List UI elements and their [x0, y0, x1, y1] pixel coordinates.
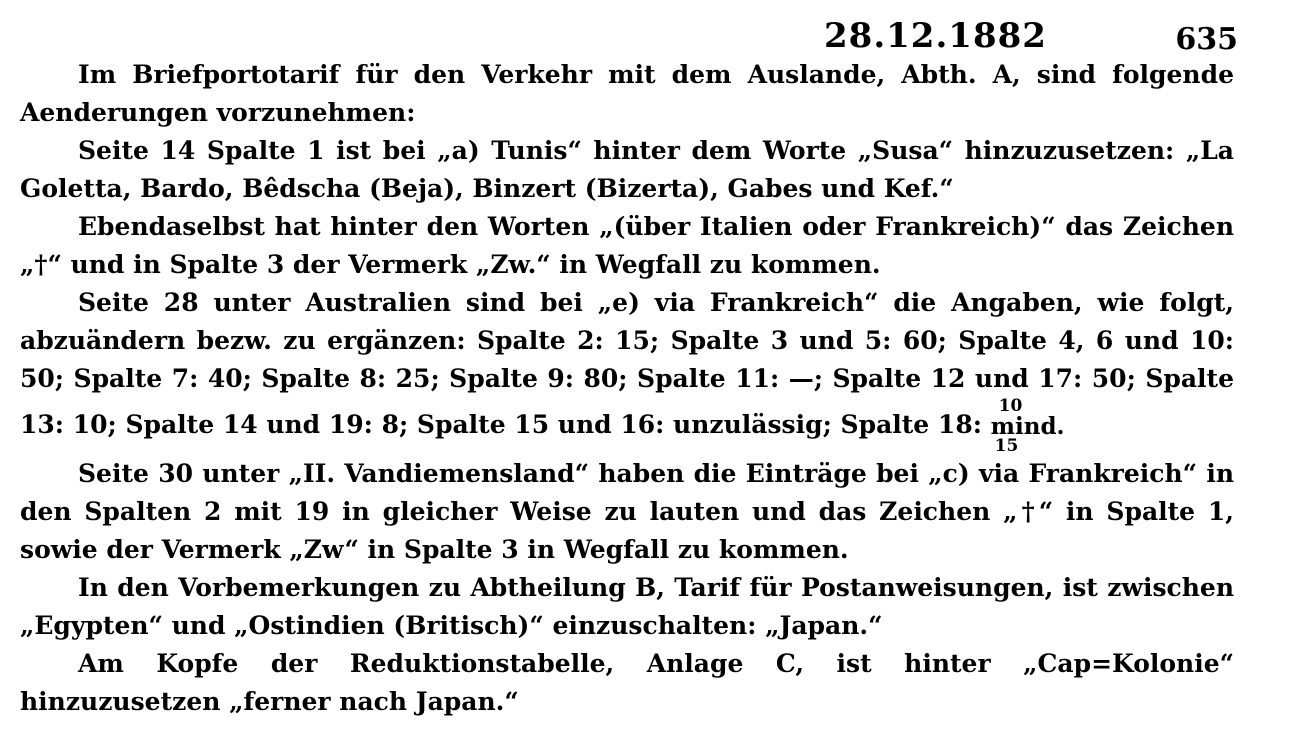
paragraph-seite28-text: Seite 28 unter Australien sind bei „e) via Frankreich“ die Angaben, wie folgt, abzuändern bezw. zu ergänzen: Spalte 2: 15; Spalte 3 und 5: 60; Spalte 4, 6 und 10: 50; Spalte 7: 40; Spalte 8: 25; Spalte 9: 80; Spalte 11: —; Spalte 12 und 17: 50; Spalte 13: 10; Spalte 14 und 19: 8; Spalte 15 und 16: unzulässig; Spalte 18: [20, 288, 1234, 439]
document-body [20, 56, 1234, 721]
paragraph-ebendaselbst: Ebendaselbst hat hinter den Worten „(über Italien oder Frankreich)“ das Zeichen „†“ und in Spalte 3 der Vermerk „Zw.“ in Wegfall zu kommen. [20, 212, 1234, 279]
document-date: 28.12.1882 [824, 16, 1047, 56]
page-number: 635 [1175, 22, 1238, 57]
paragraph-intro: Im Briefportotarif für den Verkehr mit dem Auslande, Abth. A, sind folgende Aenderungen vorzunehmen: [20, 60, 1234, 127]
paragraph-seite14-tunis: Seite 14 Spalte 1 ist bei „a) Tunis“ hinter dem Worte „Susa“ hinzuzusetzen: „La Goletta, Bardo, Bêdscha (Beja), Binzert (Bizerta), Gabes und Kef.“ [20, 136, 1234, 203]
paragraph-seite30-vandiemensland: Seite 30 unter „II. Vandiemensland“ haben die Einträge bei „c) via Frankreich“ in den Spalten 2 mit 19 in gleicher Weise zu lauten und das Zeichen „†“ in Spalte 1, sowie der Vermerk „Zw“ in Spalte 3 in Wegfall zu kommen. [20, 459, 1234, 564]
paragraph-vorbemerkungen-abtheilung-b: In den Vorbemerkungen zu Abtheilung B, Tarif für Postanweisungen, ist zwischen „Egypten“ und „Ostindien (Britisch)“ einzuschalten: „Japan.“ [20, 573, 1234, 640]
spalte18-value-mind: mind. [990, 413, 1065, 440]
paragraph-seite28-australien [20, 284, 1234, 455]
spalte18-stacked-value [991, 398, 1065, 455]
paragraph-reduktionstabelle-anlage-c: Am Kopfe der Reduktionstabelle, Anlage C, ist hinter „Cap=Kolonie“ hinzuzusetzen „ferner nach Japan.“ [20, 649, 1234, 716]
spalte18-value-bottom: 15 [994, 436, 1019, 456]
spalte18-value-top: 10 [998, 396, 1023, 416]
